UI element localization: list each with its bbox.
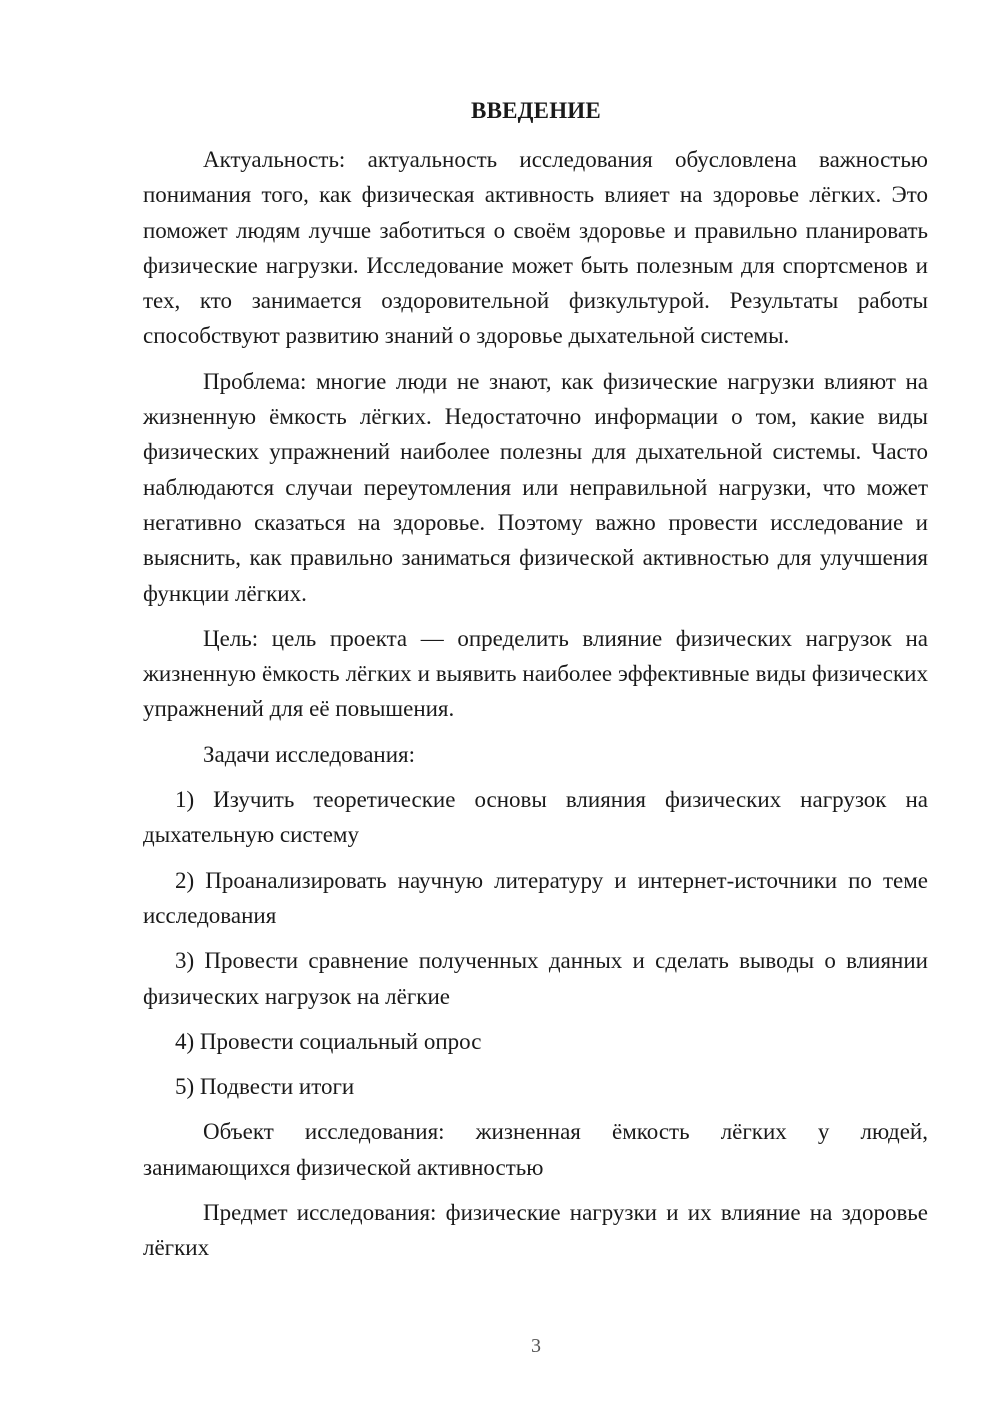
tasks-heading: Задачи исследования: [203,741,416,767]
problem-paragraph: Проблема: многие люди не знают, как физические нагрузки влияют на жизненную ёмкость лёгких. Недостаточно информации о том, какие виды физических упражнений наиболее полезны для дыхательной системы. Часто наблюдаются случаи переутомления или неправильной нагрузки, что может негативно сказаться на здоровье. Поэтому важно провести исследование и выяснить, как правильно заниматься физической активностью для улучшения функции лёгких. [143,368,928,606]
document-body [143,142,928,1276]
subject-paragraph: Предмет исследования: физические нагрузки и их влияние на здоровье лёгких [143,1200,928,1261]
page-number: 3 [531,1335,541,1357]
task-item-2: 2) Проанализировать научную литературу и интернет-источники по теме исследования [143,867,928,928]
relevance-paragraph: Актуальность: актуальность исследования обусловлена важностью понимания того, как физическая активность влияет на здоровье лёгких. Это поможет людям лучше заботиться о своём здоровье и правильно планировать физические нагрузки. Исследование может быть полезным для спортсменов и тех, кто занимается оздоровительной физкультурой. Результаты работы способствуют развитию знаний о здоровье дыхательной системы. [143,147,928,349]
goal-paragraph: Цель: цель проекта — определить влияние физических нагрузок на жизненную ёмкость лёгких и выявить наиболее эффективные виды физических упражнений для её повышения. [143,625,928,722]
task-item-5: 5) Подвести итоги [175,1074,355,1100]
task-item-4: 4) Провести социальный опрос [175,1028,482,1054]
page-title: ВВЕДЕНИЕ [471,98,601,123]
object-paragraph: Объект исследования: жизненная ёмкость лёгких у людей, занимающихся физической активностью [143,1119,928,1180]
task-item-1: 1) Изучить теоретические основы влияния физических нагрузок на дыхательную систему [143,787,928,848]
task-item-3: 3) Провести сравнение полученных данных и сделать выводы о влиянии физических нагрузок на лёгкие [143,948,928,1009]
